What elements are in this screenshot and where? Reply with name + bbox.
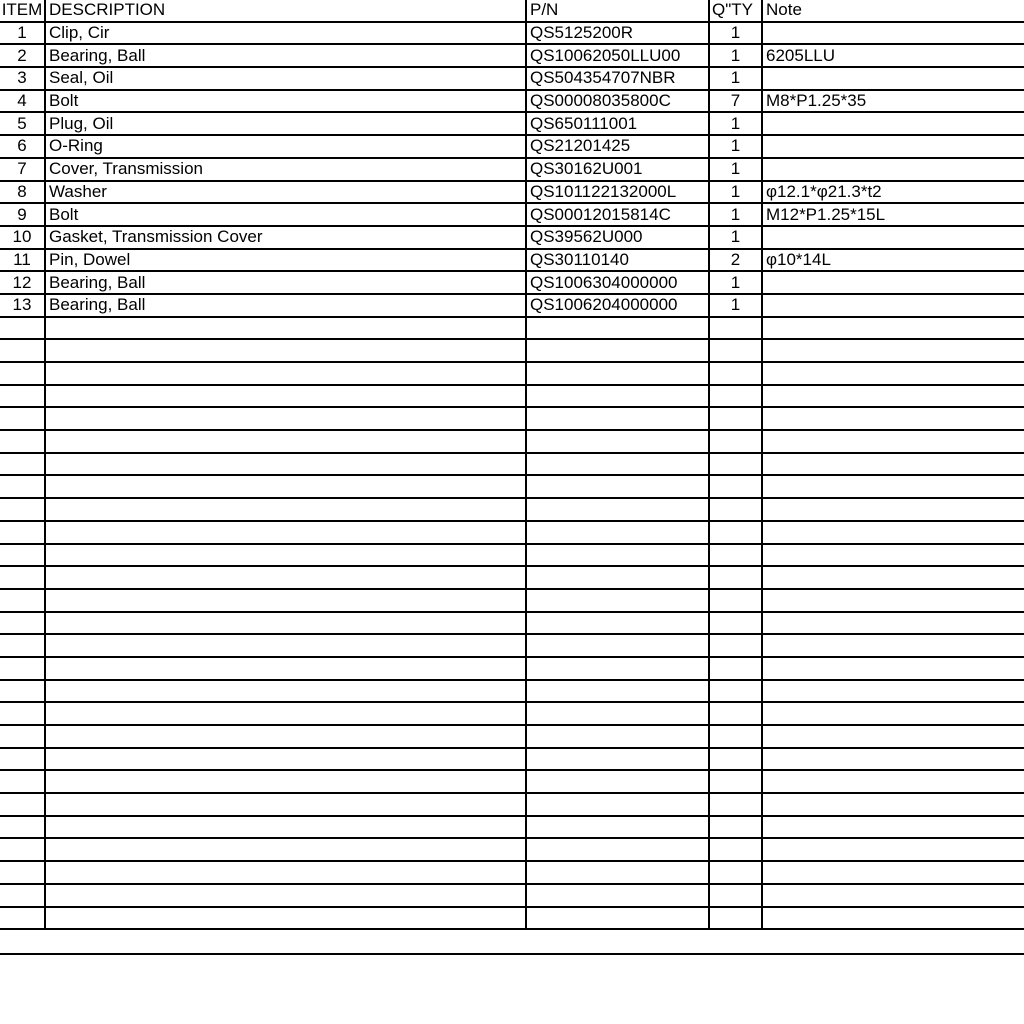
cell-qty: 1 [709, 158, 762, 181]
table-row [0, 90, 1024, 113]
cell-pn [526, 453, 709, 476]
cell-qty: 1 [709, 181, 762, 204]
cell-pn [526, 748, 709, 771]
cell-description [45, 725, 526, 748]
cell-qty: 1 [709, 226, 762, 249]
empty-table-row [0, 339, 1024, 362]
cell-pn: QS21201425 [526, 135, 709, 158]
cell-note [762, 680, 1024, 703]
cell-item: 2 [0, 44, 45, 67]
cell-note [762, 226, 1024, 249]
cell-note: M8*P1.25*35 [762, 90, 1024, 113]
empty-table-row [0, 362, 1024, 385]
cell-item: 1 [0, 22, 45, 45]
cell-qty: 1 [709, 22, 762, 45]
table-row [0, 44, 1024, 67]
cell-pn [526, 680, 709, 703]
cell-note [762, 135, 1024, 158]
empty-table-row [0, 725, 1024, 748]
cell-qty [709, 385, 762, 408]
cell-pn: QS30162U001 [526, 158, 709, 181]
cell-description [45, 589, 526, 612]
cell-description [45, 907, 526, 930]
cell-note [762, 748, 1024, 771]
cell-qty [709, 407, 762, 430]
empty-table-row [0, 861, 1024, 884]
cell-description: Clip, Cir [45, 22, 526, 45]
cell-note [762, 407, 1024, 430]
cell-qty: 1 [709, 44, 762, 67]
cell-pn [526, 521, 709, 544]
cell-pn [526, 702, 709, 725]
empty-table-row [0, 544, 1024, 567]
cell-note [762, 793, 1024, 816]
cell-description: Pin, Dowel [45, 249, 526, 272]
empty-table-row [0, 475, 1024, 498]
cell-pn [526, 317, 709, 340]
cell-item [0, 838, 45, 861]
empty-table-row [0, 657, 1024, 680]
cell-qty [709, 521, 762, 544]
cell-pn [526, 816, 709, 839]
cell-pn [526, 339, 709, 362]
cell-pn [526, 861, 709, 884]
cell-pn [526, 475, 709, 498]
cell-item: 3 [0, 67, 45, 90]
header-note: Note [762, 0, 1024, 22]
empty-table-row [0, 770, 1024, 793]
empty-table-row [0, 453, 1024, 476]
cell-item: 8 [0, 181, 45, 204]
cell-note [762, 271, 1024, 294]
cell-description: Bolt [45, 90, 526, 113]
cell-note [762, 112, 1024, 135]
table-row [0, 203, 1024, 226]
cell-note [762, 907, 1024, 930]
cell-description [45, 838, 526, 861]
cell-qty: 1 [709, 67, 762, 90]
cell-pn [526, 566, 709, 589]
empty-table-row [0, 612, 1024, 635]
cell-note [762, 816, 1024, 839]
cell-note [762, 657, 1024, 680]
cell-note [762, 294, 1024, 317]
empty-table-row [0, 702, 1024, 725]
empty-table-row [0, 907, 1024, 930]
cell-item [0, 861, 45, 884]
cell-item [0, 385, 45, 408]
cell-note [762, 158, 1024, 181]
cell-description: Cover, Transmission [45, 158, 526, 181]
cell-pn: QS1006304000000 [526, 271, 709, 294]
table-row [0, 112, 1024, 135]
cell-qty [709, 634, 762, 657]
cell-description [45, 385, 526, 408]
cell-item [0, 702, 45, 725]
table-row [0, 22, 1024, 45]
table-row [0, 226, 1024, 249]
cell-description [45, 770, 526, 793]
cell-note: φ10*14L [762, 249, 1024, 272]
cell-qty: 1 [709, 203, 762, 226]
empty-table-row [0, 634, 1024, 657]
cell-pn: QS30110140 [526, 249, 709, 272]
empty-table-row [0, 407, 1024, 430]
cell-item [0, 430, 45, 453]
cell-description: Washer [45, 181, 526, 204]
cell-item [0, 407, 45, 430]
cell-qty: 1 [709, 271, 762, 294]
cell-pn: QS5125200R [526, 22, 709, 45]
cell-qty [709, 884, 762, 907]
cell-pn: QS00012015814C [526, 203, 709, 226]
cell-item [0, 680, 45, 703]
cell-qty [709, 566, 762, 589]
cell-qty [709, 838, 762, 861]
cell-item [0, 339, 45, 362]
cell-item [0, 544, 45, 567]
cell-qty [709, 317, 762, 340]
cell-qty [709, 725, 762, 748]
cell-pn [526, 634, 709, 657]
cell-qty [709, 770, 762, 793]
cell-item [0, 907, 45, 930]
cell-note [762, 317, 1024, 340]
cell-description: Bearing, Ball [45, 294, 526, 317]
cell-pn: QS101122132000L [526, 181, 709, 204]
empty-table-row [0, 884, 1024, 907]
cell-item [0, 816, 45, 839]
cell-pn [526, 884, 709, 907]
cell-note [762, 362, 1024, 385]
cell-pn [526, 907, 709, 930]
empty-table-row [0, 317, 1024, 340]
empty-table-row [0, 748, 1024, 771]
cell-description [45, 816, 526, 839]
cell-qty [709, 816, 762, 839]
cell-description [45, 498, 526, 521]
cell-note [762, 566, 1024, 589]
empty-table-row [0, 385, 1024, 408]
cell-qty [709, 339, 762, 362]
cell-item [0, 725, 45, 748]
cell-item [0, 634, 45, 657]
cell-note [762, 770, 1024, 793]
cell-description [45, 861, 526, 884]
empty-table-row [0, 566, 1024, 589]
cell-note [762, 634, 1024, 657]
cell-item: 12 [0, 271, 45, 294]
cell-note: 6205LLU [762, 44, 1024, 67]
cell-pn [526, 407, 709, 430]
cell-pn [526, 793, 709, 816]
cell-qty [709, 498, 762, 521]
cell-description: Seal, Oil [45, 67, 526, 90]
cell-description [45, 612, 526, 635]
cell-description [45, 453, 526, 476]
cell-item [0, 498, 45, 521]
empty-table-row [0, 589, 1024, 612]
cell-item [0, 793, 45, 816]
cell-note [762, 339, 1024, 362]
cell-item: 9 [0, 203, 45, 226]
cell-qty [709, 612, 762, 635]
cell-item [0, 566, 45, 589]
table-row [0, 135, 1024, 158]
cell-description: Bearing, Ball [45, 44, 526, 67]
cell-item [0, 748, 45, 771]
header-row [0, 0, 1024, 22]
cell-note [762, 702, 1024, 725]
cell-note [762, 498, 1024, 521]
table-row [0, 294, 1024, 317]
cell-pn [526, 838, 709, 861]
cell-note [762, 725, 1024, 748]
header-qty: Q"TY [709, 0, 762, 22]
cell-pn [526, 385, 709, 408]
cell-pn: QS504354707NBR [526, 67, 709, 90]
cell-qty [709, 793, 762, 816]
cell-qty [709, 362, 762, 385]
cell-pn: QS650111001 [526, 112, 709, 135]
cell-qty: 1 [709, 135, 762, 158]
cell-item [0, 453, 45, 476]
cell-pn [526, 725, 709, 748]
cell-item: 4 [0, 90, 45, 113]
cell-description [45, 339, 526, 362]
cell-item [0, 657, 45, 680]
cell-qty [709, 702, 762, 725]
cell-description: O-Ring [45, 135, 526, 158]
cell-description [45, 566, 526, 589]
cell-description [45, 544, 526, 567]
cell-qty: 7 [709, 90, 762, 113]
cell-pn [526, 589, 709, 612]
cell-note [762, 22, 1024, 45]
table-row [0, 158, 1024, 181]
cell-item: 7 [0, 158, 45, 181]
cell-item [0, 589, 45, 612]
cell-qty: 1 [709, 294, 762, 317]
cell-item: 6 [0, 135, 45, 158]
empty-table-row [0, 498, 1024, 521]
cell-description [45, 657, 526, 680]
cell-note [762, 884, 1024, 907]
cell-note [762, 430, 1024, 453]
empty-table-row [0, 816, 1024, 839]
cell-note: M12*P1.25*15L [762, 203, 1024, 226]
cell-pn [526, 430, 709, 453]
cell-note [762, 612, 1024, 635]
cell-pn: QS00008035800C [526, 90, 709, 113]
cell-note [762, 475, 1024, 498]
cell-description: Gasket, Transmission Cover [45, 226, 526, 249]
cell-item [0, 612, 45, 635]
cell-description: Bearing, Ball [45, 271, 526, 294]
cell-description [45, 317, 526, 340]
cell-qty: 1 [709, 112, 762, 135]
cell-note [762, 589, 1024, 612]
table-row [0, 249, 1024, 272]
bottom-border-line [0, 953, 1024, 955]
cell-item [0, 521, 45, 544]
cell-qty [709, 680, 762, 703]
cell-qty [709, 907, 762, 930]
cell-pn [526, 498, 709, 521]
cell-qty [709, 475, 762, 498]
cell-description: Plug, Oil [45, 112, 526, 135]
cell-pn [526, 362, 709, 385]
cell-qty [709, 861, 762, 884]
header-pn: P/N [526, 0, 709, 22]
cell-item: 13 [0, 294, 45, 317]
cell-item [0, 770, 45, 793]
cell-qty [709, 544, 762, 567]
cell-qty [709, 657, 762, 680]
cell-note [762, 838, 1024, 861]
cell-qty [709, 430, 762, 453]
header-description: DESCRIPTION [45, 0, 526, 22]
table-row [0, 67, 1024, 90]
table-row [0, 271, 1024, 294]
cell-qty [709, 453, 762, 476]
cell-description [45, 884, 526, 907]
cell-note [762, 385, 1024, 408]
cell-pn [526, 612, 709, 635]
cell-pn [526, 657, 709, 680]
parts-list-body [0, 22, 1024, 930]
cell-note [762, 453, 1024, 476]
cell-pn: QS39562U000 [526, 226, 709, 249]
empty-table-row [0, 521, 1024, 544]
cell-description [45, 793, 526, 816]
cell-description [45, 475, 526, 498]
cell-note [762, 544, 1024, 567]
empty-table-row [0, 680, 1024, 703]
cell-item [0, 317, 45, 340]
cell-description [45, 407, 526, 430]
cell-description [45, 430, 526, 453]
empty-table-row [0, 838, 1024, 861]
cell-description [45, 702, 526, 725]
empty-table-row [0, 793, 1024, 816]
cell-qty [709, 748, 762, 771]
cell-description [45, 634, 526, 657]
cell-description [45, 680, 526, 703]
table-row [0, 181, 1024, 204]
cell-note [762, 861, 1024, 884]
cell-note: φ12.1*φ21.3*t2 [762, 181, 1024, 204]
cell-pn: QS10062050LLU00 [526, 44, 709, 67]
cell-pn: QS1006204000000 [526, 294, 709, 317]
cell-note [762, 67, 1024, 90]
cell-pn [526, 770, 709, 793]
cell-note [762, 521, 1024, 544]
cell-item: 5 [0, 112, 45, 135]
cell-description [45, 521, 526, 544]
cell-qty: 2 [709, 249, 762, 272]
cell-description: Bolt [45, 203, 526, 226]
cell-qty [709, 589, 762, 612]
empty-table-row [0, 430, 1024, 453]
cell-item: 11 [0, 249, 45, 272]
header-item: ITEM [0, 0, 45, 22]
cell-item: 10 [0, 226, 45, 249]
cell-pn [526, 544, 709, 567]
cell-description [45, 362, 526, 385]
cell-item [0, 884, 45, 907]
cell-item [0, 475, 45, 498]
cell-item [0, 362, 45, 385]
cell-description [45, 748, 526, 771]
